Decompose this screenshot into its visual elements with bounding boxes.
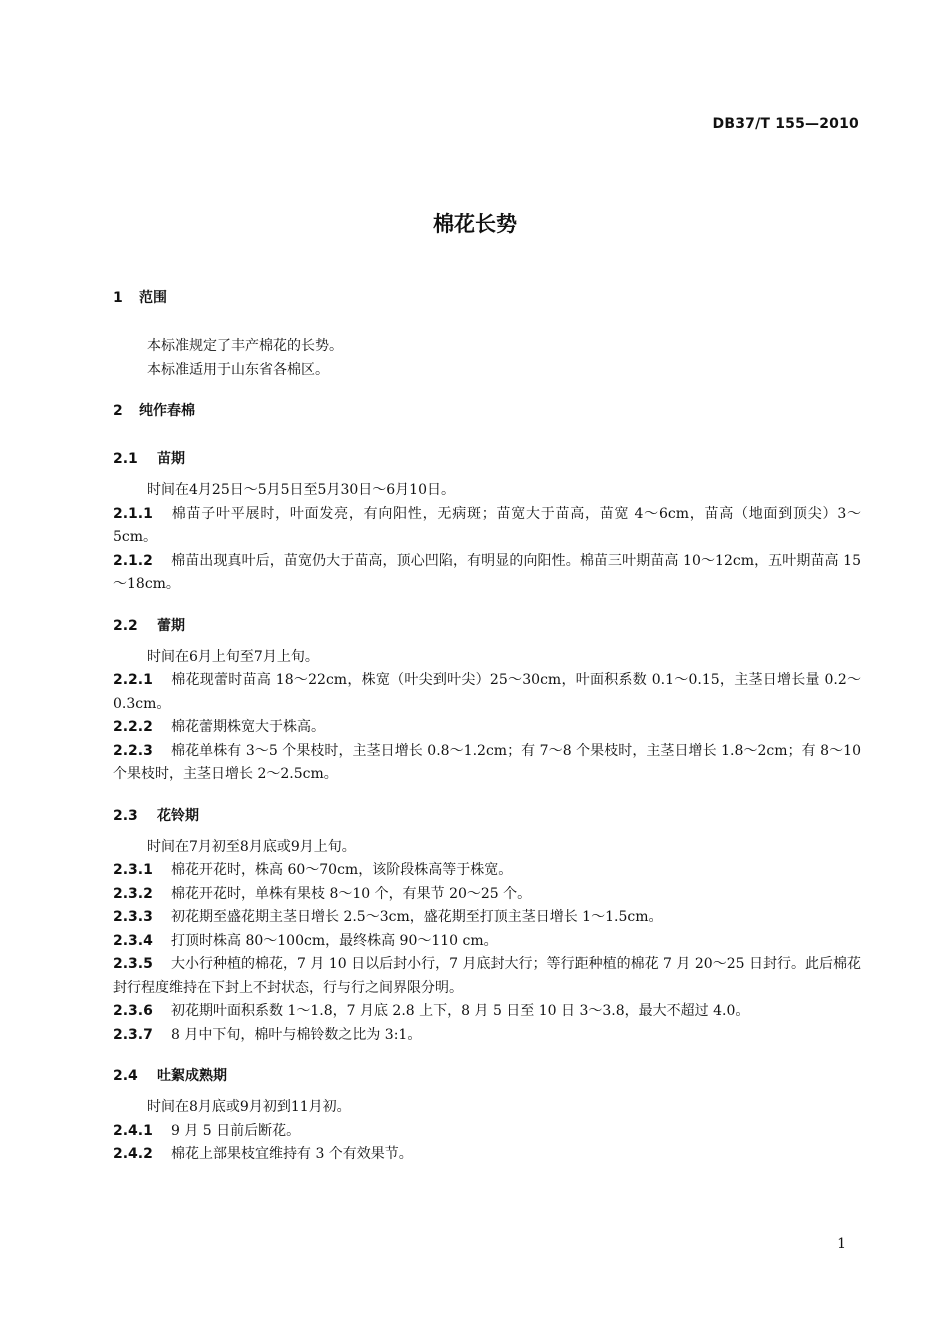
section-heading-2 [113, 400, 861, 422]
clause-number: 2.1.2 [113, 552, 153, 569]
subsection-heading-2-3 [113, 805, 861, 827]
clause-item [113, 550, 861, 597]
clause-item [113, 669, 861, 716]
clause-number: 2.3.3 [113, 909, 153, 925]
document-code: DB37/T 155—2010 [712, 116, 859, 132]
paragraph: 本标准适用于山东省各棉区。 [147, 361, 329, 378]
section-number: 2 [113, 403, 123, 419]
clause-item [113, 503, 861, 550]
page-number: 1 [837, 1236, 846, 1252]
clause-number: 2.3.1 [113, 862, 153, 878]
clause-text: 8 月中下旬，棉叶与棉铃数之比为 3:1。 [171, 1026, 422, 1043]
clause-number: 2.2.3 [113, 742, 153, 759]
clause-number: 2.1.1 [113, 505, 153, 522]
subsection-title: 吐絮成熟期 [157, 1068, 227, 1084]
subsection-heading-2-1 [113, 448, 861, 470]
subsection-number: 2.4 [113, 1068, 138, 1084]
subsection-title: 花铃期 [157, 807, 199, 824]
clause-item [113, 906, 861, 930]
subsection-number: 2.3 [113, 807, 138, 824]
clause-text: 棉花单株有 3～5 个果枝时，主茎日增长 0.8～1.2cm；有 7～8 个果枝时，主茎日增长 1.8～2cm；有 8～10 个果枝时，主茎日增长 2～2.5cm。 [113, 742, 861, 782]
clause-item [113, 953, 861, 1000]
clause-item [113, 1000, 861, 1024]
clause-number: 2.3.4 [113, 932, 153, 949]
section-title: 纯作春棉 [139, 403, 195, 419]
subsection-number: 2.2 [113, 617, 138, 634]
clause-text: 棉花上部果枝宜维持有 3 个有效果节。 [171, 1146, 413, 1162]
clause-number: 2.3.7 [113, 1026, 153, 1043]
paragraph: 时间在8月底或9月初到11月初。 [147, 1099, 351, 1115]
clause-item [113, 883, 861, 907]
clause-number: 2.4.2 [113, 1146, 153, 1162]
clause-text: 棉花开花时，单株有果枝 8～10 个，有果节 20～25 个。 [171, 885, 532, 902]
clause-item [113, 740, 861, 787]
clause-item [113, 1143, 861, 1167]
section-title: 范围 [139, 290, 167, 306]
clause-text: 棉苗子叶平展时，叶面发亮，有向阳性，无病斑；苗宽大于苗高，苗宽 4～6cm，苗高（地面到顶尖）3～5cm。 [113, 505, 861, 545]
clause-number: 2.4.1 [113, 1122, 153, 1139]
paragraph: 时间在6月上旬至7月上旬。 [147, 648, 319, 665]
subsection-number: 2.1 [113, 451, 138, 467]
clause-text: 初花期叶面积系数 1～1.8，7 月底 2.8 上下，8 月 5 日至 10 日 3～3.8，最大不超过 4.0。 [171, 1003, 750, 1019]
section-heading-1 [113, 287, 861, 309]
section-number: 1 [113, 290, 123, 306]
subsection-heading-2-2 [113, 615, 861, 637]
clause-number: 2.3.5 [113, 956, 153, 972]
clause-item [113, 1120, 861, 1144]
clause-number: 2.2.1 [113, 672, 153, 688]
clause-text: 棉花开花时，株高 60～70cm，该阶段株高等于株宽。 [171, 862, 513, 878]
subsection-heading-2-4 [113, 1065, 861, 1087]
clause-item [113, 1024, 861, 1048]
clause-item [113, 716, 861, 740]
clause-number: 2.2.2 [113, 719, 153, 735]
clause-item [113, 859, 861, 883]
paragraph: 时间在7月初至8月底或9月上旬。 [147, 838, 356, 855]
clause-number: 2.3.2 [113, 885, 153, 902]
subsection-title: 蕾期 [157, 617, 185, 634]
clause-text: 棉花蕾期株宽大于株高。 [171, 719, 325, 735]
clause-text: 初花期至盛花期主茎日增长 2.5～3cm，盛花期至打顶主茎日增长 1～1.5cm。 [171, 909, 663, 925]
clause-text: 棉花现蕾时苗高 18～22cm，株宽（叶尖到叶尖）25～30cm，叶面积系数 0.1～0.15，主茎日增长量 0.2～0.3cm。 [113, 672, 861, 712]
subsection-title: 苗期 [157, 451, 185, 467]
clause-text: 打顶时株高 80～100cm，最终株高 90～110 cm。 [171, 932, 498, 949]
clause-item [113, 930, 861, 954]
paragraph: 时间在4月25日～5月5日至5月30日～6月10日。 [147, 482, 455, 498]
document-title: 棉花长势 [433, 212, 517, 236]
paragraph: 本标准规定了丰产棉花的长势。 [147, 338, 343, 354]
document-body [113, 287, 861, 1167]
clause-number: 2.3.6 [113, 1003, 153, 1019]
clause-text: 棉苗出现真叶后，苗宽仍大于苗高，顶心凹陷，有明显的向阳性。棉苗三叶期苗高 10～12cm，五叶期苗高 15～18cm。 [113, 552, 861, 592]
clause-text: 大小行种植的棉花，7 月 10 日以后封小行，7 月底封大行；等行距种植的棉花 7 月 20～25 日封行。此后棉花封行程度维持在下封上不封状态，行与行之间界限分明。 [113, 956, 861, 996]
clause-text: 9 月 5 日前后断花。 [171, 1122, 301, 1139]
